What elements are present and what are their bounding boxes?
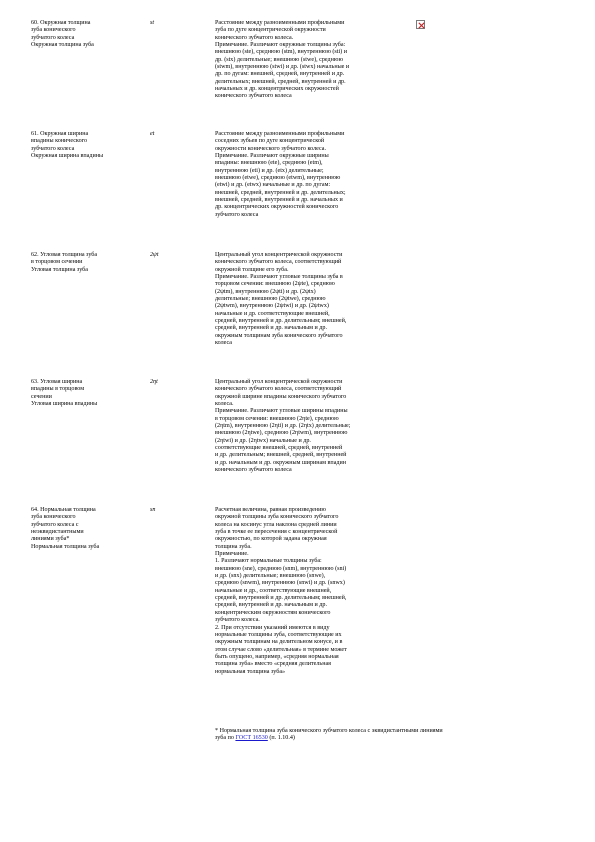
definition-line: внешнюю (sne), среднюю (snm), внутреннюю (sni) (215, 565, 347, 572)
term-line: Окружная ширина впадины (31, 153, 104, 160)
symbol-cell: et (150, 131, 155, 137)
definition-line: начальные и др., соответствующие внешней, (215, 587, 332, 594)
definition-line: толщина зуба. (215, 543, 252, 550)
term-line: неэквидистантными (31, 529, 84, 536)
definition-cell (215, 507, 415, 676)
definition-line: зуба по дуге концентрической окружности (215, 27, 326, 34)
term-line: Угловая ширина впадины (31, 401, 98, 408)
definition-line: среднюю (snwm), внутреннюю (snwi) и др. (snwx) (215, 580, 345, 587)
term-cell (31, 379, 141, 408)
definition-line: соседних зубьев по дуге концентрической (215, 138, 325, 145)
definition-line: конического зубчатого колеса, соответствующий (215, 386, 342, 393)
definition-line: др. концентрических окружностей конического (215, 204, 339, 211)
definition-line: нормальная толщина зуба» (215, 668, 286, 675)
term-cell (31, 252, 141, 274)
definition-cell (215, 252, 415, 347)
term-line: 63. Угловая ширина (31, 379, 83, 385)
definition-line: (2ηtwi) и др. (2ηtwx) начальные и др. (215, 437, 311, 444)
definition-line: Примечание. Различают окружные толщины зуба: (215, 42, 346, 49)
term-line: в торцовом сечении (31, 259, 83, 266)
definition-line: (etwi) и др. (etwx) начальные и др. по дугам: (215, 182, 331, 189)
definition-line: средней, внутренней и др. начальным и др. (215, 602, 327, 609)
term-line: Окружная толщина зуба (31, 42, 94, 49)
definition-line: этом случае слово «делительная» в термине может (215, 646, 347, 653)
definition-line: концентрическим окружностям конического (215, 609, 331, 616)
term-cell (31, 131, 141, 160)
definition-line: конического зубчатого колеса, соответствующий (215, 259, 342, 266)
definition-line: 1. Различают нормальные толщины зуба: (215, 558, 322, 565)
term-cell (31, 20, 141, 49)
footnote (215, 728, 575, 743)
symbol-cell: st (150, 20, 155, 26)
definition-line: Примечание. Различают окружные ширины (215, 153, 329, 160)
symbol-cell: 2ηt (150, 379, 158, 385)
term-line: 64. Нормальная толщина (31, 507, 96, 513)
definition-line: и др. делительным; внешней, средней, внутренней (215, 452, 347, 459)
term-line: Нормальная толщина зуба (31, 543, 100, 550)
definition-line: толщина зуба» вместо «средняя делительная (215, 661, 331, 668)
definition-line: окружным толщинам на делительном конусе, и в (215, 639, 343, 646)
term-line: 60. Окружная толщина (31, 20, 91, 26)
definition-line: внешнюю (etwe), среднюю (etwm), внутреннюю (215, 175, 341, 182)
definition-line: зубчатого колеса. (215, 617, 260, 624)
definition-line: (2ηtm), внутреннюю (2ηti) и др. (2ηtx) делительные; (215, 423, 351, 430)
definition-line: средней, внутренней и др. делительным; внешней, (215, 595, 347, 602)
definition-line: др. по дугам: внешней, средней, внутренней и др. (215, 71, 345, 78)
symbol-cell: 2ψt (150, 252, 159, 258)
definition-line: Центральный угол концентрической окружности (215, 379, 343, 385)
definition-line: внешнюю (ste), среднюю (stm), внутреннюю (sti) и (215, 49, 348, 56)
term-line: зубчатого колеса (31, 34, 75, 41)
definition-line: средней, внутренней и др. делительным; внешней, (215, 318, 347, 325)
definition-line: делительные; внешнюю (2ψtwe), среднюю (215, 296, 326, 303)
definition-line: начальные и др. соответствующие внешней, (215, 310, 330, 317)
term-line: сечении (31, 393, 52, 400)
term-line: впадины в торцовом (31, 386, 85, 393)
term-line: зубчатого колеса с (31, 521, 79, 528)
definition-line: 2. При отсутствии указаний имеются в виду (215, 624, 330, 631)
definition-line: делительных; внешней, средней, внутренней и др. (215, 78, 346, 85)
definition-line: Примечание. Различают угловые ширины впадины (215, 408, 348, 415)
definition-line: быть опущено, например, «средняя нормальная (215, 653, 339, 660)
definition-line: впадины: внешнюю (ete), среднюю (etm), (215, 160, 323, 167)
definition-line: окружности конического зубчатого колеса. (215, 145, 327, 152)
definition-line: начальных и др. концентрических окружностей (215, 86, 339, 93)
definition-line: конического зубчатого колеса (215, 93, 292, 100)
term-line: зубчатого колеса (31, 145, 75, 152)
term-line: Угловая толщина зуба (31, 266, 88, 273)
symbol-cell: sn (150, 507, 156, 513)
definition-line: конического зубчатого колеса. (215, 34, 294, 41)
definition-line: нормальные толщины зуба, соответствующие их (215, 631, 342, 638)
definition-line: и др. начальным и др. окружным ширинам впадин (215, 459, 347, 466)
definition-line: окружностью, по которой задана окружная (215, 536, 327, 543)
definition-line: окружной ширине впадины конического зубчатого (215, 393, 347, 400)
definition-line: в торцовом сечении: внешнюю (2ηte), среднюю (215, 415, 339, 422)
definition-line: и др. (snx) делительные; внешнюю (snwe), (215, 573, 326, 580)
definition-line: внешней, средней, внутренней и др. делительных; (215, 189, 346, 196)
definition-cell (215, 20, 415, 101)
footnote-line: * Нормальная толщина зуба конического зубчатого колеса с эквидистантными линиями (215, 728, 443, 734)
gost-link[interactable]: ГОСТ 16530 (235, 735, 268, 742)
definition-line: др. (stx) делительные; внешнюю (stwe), среднюю (215, 56, 344, 63)
definition-line: окружным толщинам зуба конического зубчатого (215, 332, 343, 339)
term-cell (31, 507, 141, 551)
definition-line: Расстояние между разноименными профильными (215, 20, 345, 26)
definition-line: соответствующие внешней, средней, внутренней (215, 445, 343, 452)
definition-line: внешнюю (2ηtwe), среднюю (2ηtwm), внутреннюю (215, 430, 348, 437)
definition-line: колеса на косинус угла наклона средней линии (215, 521, 337, 528)
close-icon (418, 22, 425, 29)
term-line: зуба конического (31, 514, 76, 521)
definition-line: окружной толщины зуба конического зубчатого (215, 514, 339, 521)
close-box[interactable] (416, 20, 425, 29)
definition-line: Примечание. (215, 551, 249, 558)
definition-line: конического зубчатого колеса (215, 467, 292, 474)
definition-line: торцовом сечении: внешнюю (2ψte), среднюю (215, 281, 335, 288)
definition-line: (2ψtwm), внутреннюю (2ψtwi) и др. (2ψtwx) (215, 303, 329, 310)
definition-line: колеса (215, 340, 232, 347)
definition-line: Расстояние между разноименными профильными (215, 131, 345, 137)
definition-line: окружной толщине его зуба. (215, 266, 289, 273)
definition-cell (215, 131, 415, 219)
definition-line: зубчатого колеса (215, 211, 259, 218)
definition-cell (215, 379, 415, 474)
definition-line: средней, внутренней и др. начальным и др. (215, 325, 327, 332)
definition-line: зуба в точке ее пересечения с концентрической (215, 529, 338, 536)
definition-line: внутреннюю (eti) и др. (etx) делительные; (215, 167, 324, 174)
footnote-line-2: зуба по ГОСТ 16530 (п. 1.10.4) (215, 735, 295, 742)
definition-line: Расчетная величина, равная произведению (215, 507, 326, 513)
term-line: 61. Окружная ширина (31, 131, 89, 137)
definition-line: колеса. (215, 401, 234, 408)
definition-line: (stwm), внутреннюю (stwi) и др. (stwx) начальные и (215, 64, 350, 71)
definition-line: Примечание. Различают угловые толщины зуба в (215, 274, 343, 281)
definition-line: Центральный угол концентрической окружности (215, 252, 343, 258)
term-line: зуба конического (31, 27, 76, 34)
term-line: 62. Угловая толщина зуба (31, 252, 98, 258)
term-line: впадины конического (31, 138, 88, 145)
definition-line: внешней, средней, внутренней и др. начальных и (215, 197, 343, 204)
definition-line: (2ψtm), внутреннюю (2ψti) и др. (2ψtx) (215, 288, 316, 295)
term-line: линиями зуба* (31, 536, 70, 543)
